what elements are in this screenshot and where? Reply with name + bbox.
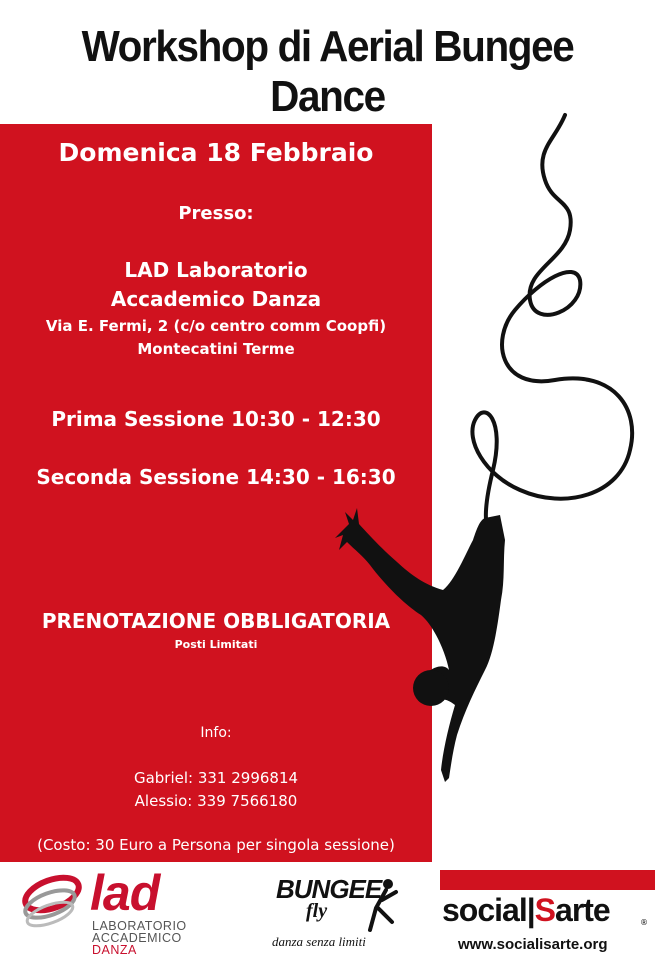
contact-alessio: Alessio: 339 7566180 (134, 792, 298, 810)
bungee-tagline: danza senza limiti (272, 934, 366, 949)
dancer-silhouette-illustration (325, 110, 645, 800)
social-word-part: social (442, 892, 527, 928)
bungee-fly-logo (272, 872, 402, 952)
bungee-wordmark: BUNGEE (276, 874, 382, 904)
fly-wordmark: fly (306, 900, 328, 922)
socialisarte-url: www.socialisarte.org (458, 936, 608, 953)
lad-sub-line2: ACCADEMICO (92, 931, 182, 945)
venue-city: Montecatini Terme (137, 340, 295, 358)
venue-name-line1: LAD Laboratorio (124, 258, 308, 282)
session-1-time: Prima Sessione 10:30 - 12:30 (51, 407, 381, 431)
flying-dancer-icon (366, 878, 400, 938)
lad-logo (20, 865, 220, 957)
limited-places: Posti Limitati (174, 638, 258, 651)
lad-sub-line1: LABORATORIO (92, 919, 187, 933)
presso-label: Presso: (178, 203, 254, 224)
arte-word-part: arte (555, 892, 610, 928)
session-2-time: Seconda Sessione 14:30 - 16:30 (36, 465, 396, 489)
venue-address: Via E. Fermi, 2 (c/o centro comm Coopfi) (45, 317, 387, 335)
cost-note: (Costo: 30 Euro a Persona per singola sessione) (37, 836, 395, 854)
socialisarte-wordmark: social|Sarte (442, 892, 610, 928)
venue-name-line2: Accademico Danza (110, 287, 322, 311)
s-word-part: S (534, 892, 556, 928)
lad-wordmark: lad (90, 865, 160, 921)
socialisarte-red-bar (440, 870, 655, 890)
poster-title: Workshop di Aerial Bungee Dance (81, 22, 574, 121)
registered-mark: ® (640, 918, 648, 927)
lad-sub-line3: DANZA (92, 943, 137, 957)
lad-swirl-icon (20, 868, 84, 938)
booking-required: PRENOTAZIONE OBBLIGATORIA (41, 609, 391, 633)
event-date: Domenica 18 Febbraio (58, 138, 374, 167)
socialisarte-logo (440, 870, 655, 960)
contact-gabriel: Gabriel: 331 2996814 (133, 769, 299, 787)
info-label: Info: (200, 725, 232, 741)
